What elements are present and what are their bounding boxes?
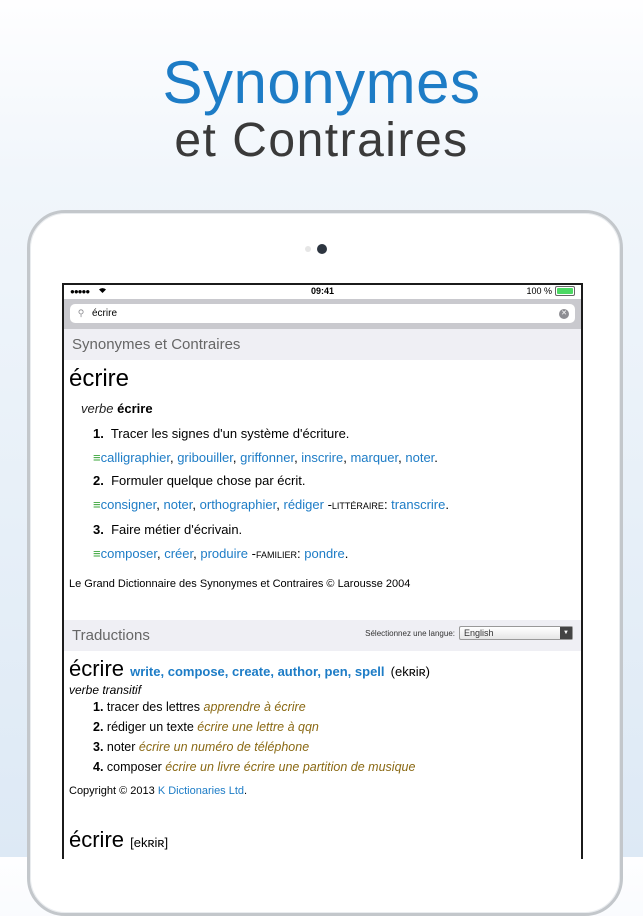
sense-definition [93,469,576,493]
sense-text: Faire métier d'écrivain. [111,522,243,537]
sense-list [69,422,576,567]
example-text: écrire un livre écrire une partition de musique [165,760,416,774]
sense-text: Formuler quelque chose par écrit. [111,473,306,488]
section-title: Traductions [72,627,150,644]
sense-number: 2. [93,720,104,734]
sense-number: 4. [93,760,104,774]
example-text: écrire un numéro de téléphone [138,740,310,754]
synonym-marker-icon: ≡ [93,496,101,512]
synonym-link[interactable]: créer [164,545,194,561]
sense-definition [93,422,576,446]
sensor-dot [305,246,311,252]
translation-sense [93,697,576,717]
translation-sense [93,737,576,757]
sense-number: 3. [93,740,104,754]
synonyms-content [64,365,581,590]
kdict-link[interactable]: K Dictionaries Ltd [157,785,245,797]
synonym-line: ≡consigner, noter, orthographier, rédiger -LITTÉRAIRE: transcrire. [93,496,449,512]
battery-icon [555,286,575,296]
sense-text: tracer des lettres [106,700,201,714]
synonym-link[interactable]: noter [405,449,435,465]
translation-list: write, compose, create, author, pen, spell [130,664,385,679]
camera-dot [317,244,327,254]
sense-number: 1. [93,426,104,441]
synonym-link[interactable]: transcrire [391,496,446,512]
translation-sense-list [69,697,576,777]
sense-text: rédiger un texte [106,720,194,734]
synonym-link[interactable]: rédiger [283,496,324,512]
search-icon: ⚲ [77,308,85,318]
chevron-down-icon: ▼ [560,627,572,639]
sense-text: composer [106,760,162,774]
app-screen [62,283,583,859]
translation-sense [93,757,576,777]
part-of-speech: verbe transitif [69,683,142,697]
clear-icon[interactable]: ✕ [559,309,569,319]
section-title: Synonymes et Contraires [72,336,241,353]
translation-link[interactable]: write [130,664,161,679]
synonym-link[interactable]: inscrire [301,449,344,465]
synonym-link[interactable]: calligraphier [100,449,170,465]
sense-definition [93,518,576,542]
search-bar [64,299,581,329]
headword: écrire [69,827,125,852]
battery-indicator [526,286,575,296]
larousse-copyright: Le Grand Dictionnaire des Synonymes et Contraires © Larousse 2004 [69,578,411,590]
copyright-text: Copyright © 2013 [69,785,158,797]
headword: écrire [69,365,130,392]
promo-title: Synonymes [162,49,481,116]
translation-link[interactable]: pen [324,664,348,679]
synonym-link[interactable]: gribouiller [177,449,233,465]
example-text: écrire une lettre à qqn [197,720,319,734]
synonym-link[interactable]: griffonner [240,449,295,465]
status-bar [64,285,581,299]
sense-text: Tracer les signes d'un système d'écriture. [110,426,350,441]
translation-link[interactable]: author [277,664,318,679]
language-select[interactable] [459,626,573,640]
language-picker [365,626,573,640]
synonym-link[interactable]: composer [100,545,157,561]
example-text: apprendre à écrire [203,700,306,714]
register-label: FAMILIER [256,549,298,560]
register-label: LITTÉRAIRE [331,500,384,511]
search-input[interactable] [88,308,559,319]
synonym-line: ≡composer, créer, produire -FAMILIER: pondre. [93,545,349,561]
translation-sense [93,717,576,737]
translations-section-header [64,620,581,651]
next-entry [69,827,576,853]
pos-word: écrire [117,401,153,416]
translation-link[interactable]: create [232,664,271,679]
synonym-link[interactable]: marquer [350,449,399,465]
synonym-line: ≡calligraphier, gribouiller, griffonner, inscrire, marquer, noter. [93,449,438,465]
status-time: 09:41 [310,286,335,296]
pronunciation: [ekʀiʀ] [130,835,169,850]
synonym-marker-icon: ≡ [93,449,101,465]
sense-text: noter [106,740,136,754]
search-box[interactable] [70,304,575,323]
translation-link[interactable]: compose [167,664,225,679]
synonym-link[interactable]: produire [200,545,249,561]
headword: écrire [69,656,125,681]
translation-headline [69,656,576,682]
synonym-link[interactable]: consigner [100,496,157,512]
promo-subtitle: et Contraires [174,114,469,167]
copyright-period: . [244,785,248,797]
signal-icon: ●●●●● [70,287,90,296]
synonym-link[interactable]: pondre [304,545,345,561]
sense-number: 3. [93,522,104,537]
sense-number: 1. [93,700,104,714]
language-label: Sélectionnez une langue: [365,628,455,638]
translation-link[interactable]: spell [354,664,385,679]
pos-label: verbe [81,401,114,416]
language-value: English [464,628,494,638]
pronunciation: (ekʀiʀ) [390,664,431,679]
battery-percent: 100 % [526,286,552,296]
part-of-speech [81,401,576,416]
kdict-copyright [69,785,576,797]
synonym-marker-icon: ≡ [93,545,101,561]
synonym-link[interactable]: noter [163,496,193,512]
synonym-link[interactable]: orthographier [199,496,277,512]
synonyms-section-header [64,329,581,360]
sense-number: 2. [93,473,104,488]
translations-content [64,656,581,853]
